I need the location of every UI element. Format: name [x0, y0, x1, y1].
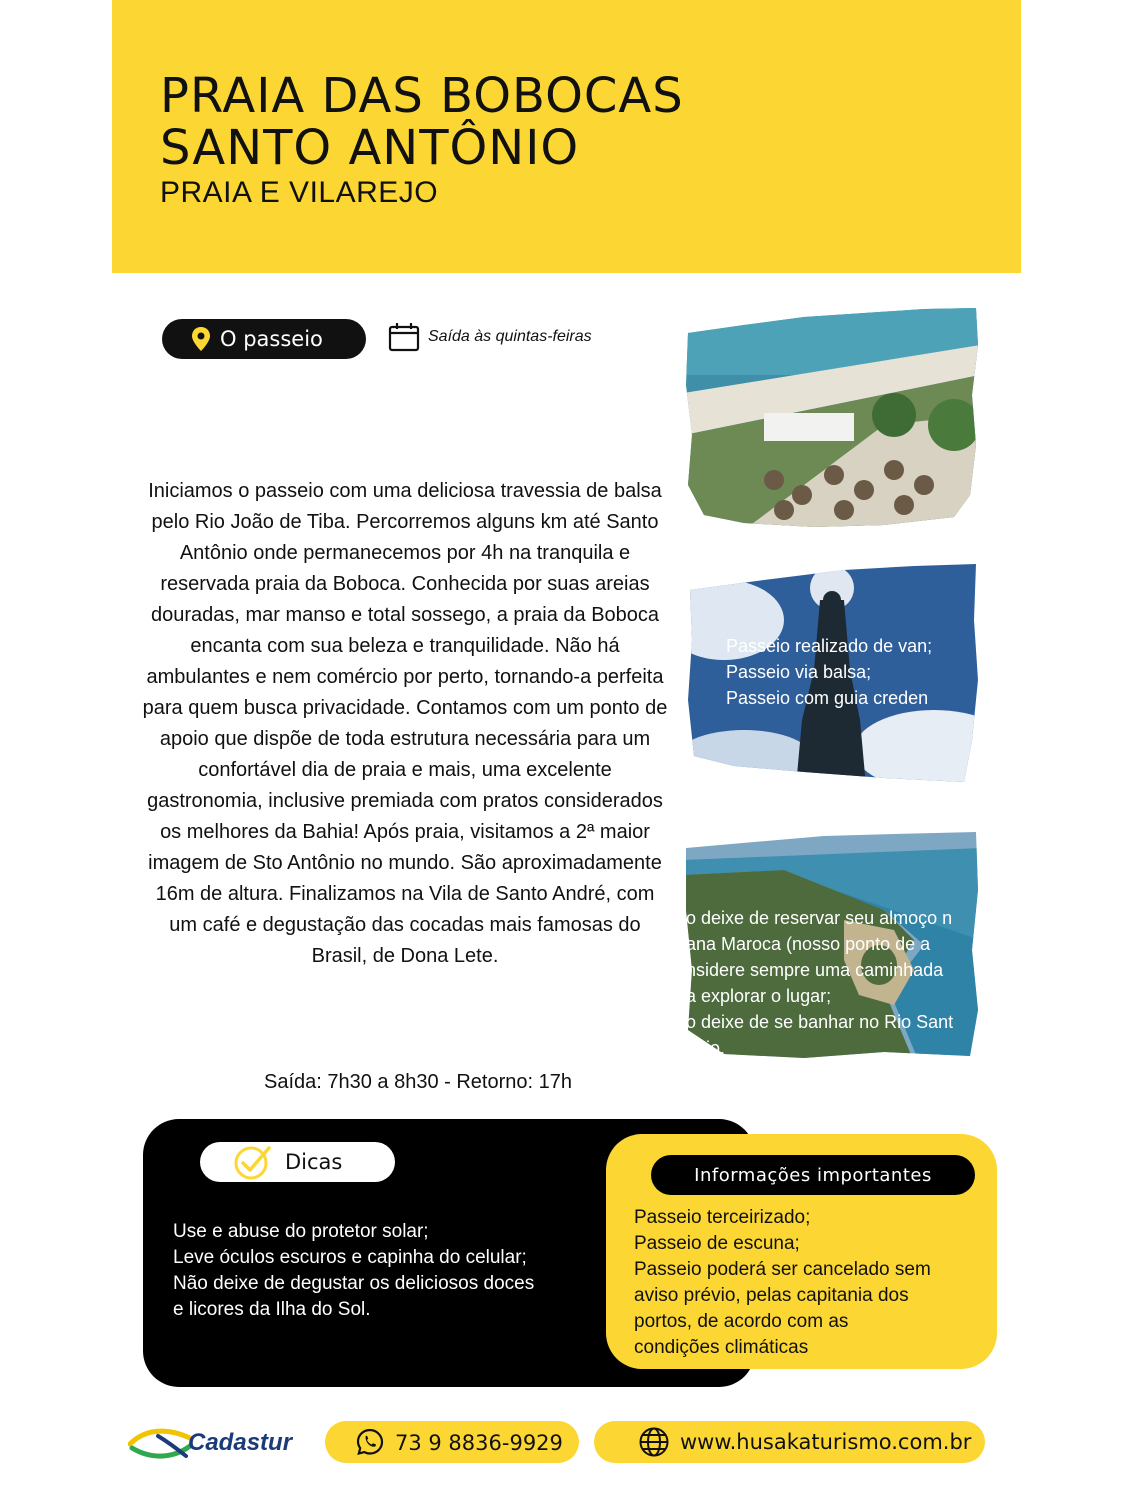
- overlay-line: Passeio com guia creden: [726, 688, 929, 708]
- list-item: Use e abuse do protetor solar;: [173, 1221, 429, 1242]
- overlay-line: Passeio realizado de van;: [726, 636, 933, 656]
- list-item: portos, de acordo com as: [634, 1311, 849, 1332]
- important-info-list: [634, 1205, 984, 1361]
- list-item: Não deixe de degustar os deliciosos doces: [173, 1273, 535, 1294]
- tips-label: Dicas: [285, 1150, 343, 1174]
- website-link[interactable]: [594, 1421, 985, 1463]
- page-title-line1: PRAIA DAS BOBOCAS: [160, 68, 684, 124]
- whatsapp-icon: [355, 1427, 385, 1457]
- important-info-panel: [606, 1134, 997, 1369]
- photo3-overlay-text: [686, 905, 978, 1061]
- overlay-line: Passeio via balsa;: [726, 662, 872, 682]
- tour-schedule: Saída: 7h30 a 8h30 - Retorno: 17h: [263, 1071, 572, 1093]
- list-item: Passeio terceirizado;: [634, 1207, 811, 1228]
- checkmark-circle-icon: [233, 1144, 273, 1180]
- passeio-badge: [162, 319, 366, 359]
- coast-aerial-photo: [684, 830, 980, 1062]
- phone-contact[interactable]: [325, 1421, 579, 1463]
- overlay-line: nsidere sempre uma caminhada: [686, 960, 944, 980]
- passeio-label: O passeio: [220, 327, 323, 351]
- list-item: aviso prévio, pelas capitania dos: [634, 1285, 909, 1306]
- departure-day: Saída às quintas-feiras: [428, 328, 592, 345]
- calendar-icon: [388, 322, 420, 352]
- list-item: e licores da Ilha do Sol.: [173, 1299, 371, 1320]
- important-info-label: Informações importantes: [694, 1165, 932, 1186]
- overlay-line: onio.: [686, 1038, 726, 1058]
- cadastur-wordmark: Cadastur: [188, 1429, 293, 1456]
- overlay-line: o deixe de reservar seu almoço n: [686, 908, 953, 928]
- important-info-badge: [651, 1155, 975, 1195]
- overlay-line: ana Maroca (nosso ponto de a: [686, 934, 931, 954]
- website-url: www.husakaturismo.com.br: [680, 1430, 972, 1454]
- phone-number: 73 9 8836-9929: [395, 1431, 563, 1455]
- overlay-line: a explorar o lugar;: [686, 986, 832, 1006]
- map-pin-icon: [188, 326, 214, 352]
- tour-description: Iniciamos o passeio com uma deliciosa travessia de balsa pelo Rio João de Tiba. Percorremos alguns km até Santo Antônio onde permanecemos por 4h na tranquila e reservada praia da Boboca. Conhecida por suas areias douradas, mar manso e total sossego, a praia da Boboca encanta com sua beleza e tranquilidade. Não há ambulantes e nem comércio por perto, tornando-a perfeita para quem busca privacidade. Contamos com um ponto de apoio que dispõe de toda estrutura necessária para um confortável dia de praia e mais, uma excelente gastronomia, inclusive premiada com pratos considerados os melhores da Bahia! Após praia, visitamos a 2ª maior imagem de Sto Antônio no mundo. São aproximadamente 16m de altura. Finalizamos na Vila de Santo André, com um café e degustação das cocadas mais famosas do Brasil, de Dona Lete.: [142, 480, 668, 967]
- header-banner: [112, 0, 1021, 273]
- list-item: Leve óculos escuros e capinha do celular;: [173, 1247, 527, 1268]
- page-title-line2: SANTO ANTÔNIO: [160, 120, 580, 176]
- list-item: Passeio poderá ser cancelado sem: [634, 1259, 931, 1280]
- photo2-overlay-text: [726, 633, 976, 711]
- overlay-line: o deixe de se banhar no Rio Sant: [686, 1012, 954, 1032]
- tips-badge: [200, 1142, 395, 1182]
- statue-photo: [684, 560, 980, 786]
- list-item: condições climáticas: [634, 1337, 809, 1358]
- page-subtitle: PRAIA E VILAREJO: [160, 176, 439, 209]
- beach-aerial-photo: [684, 305, 980, 530]
- globe-icon: [638, 1426, 670, 1458]
- tips-list: [173, 1219, 593, 1323]
- list-item: Passeio de escuna;: [634, 1233, 800, 1254]
